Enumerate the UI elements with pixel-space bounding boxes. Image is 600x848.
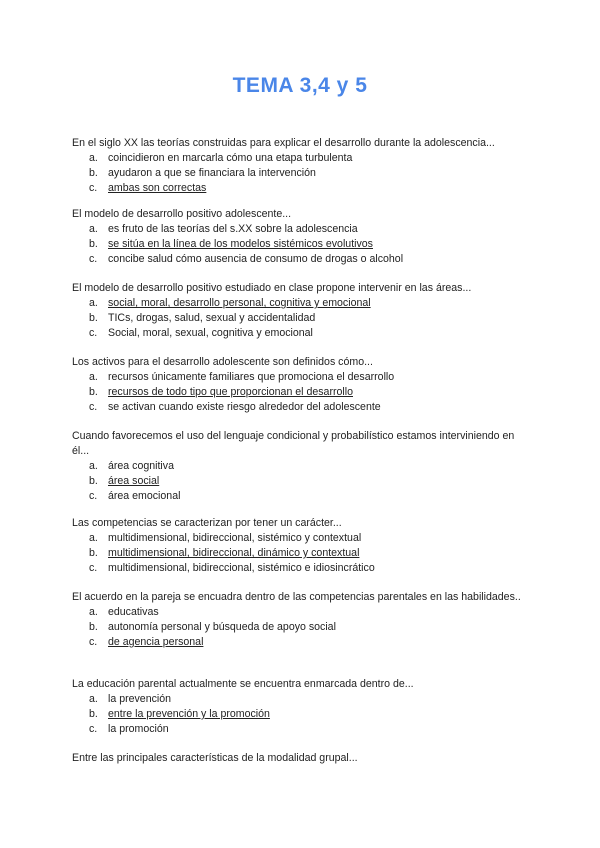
option-a-correct: a. social, moral, desarrollo personal, cognitiva y emocional [89, 297, 371, 309]
option-list [72, 370, 534, 415]
option-list [72, 151, 534, 196]
option-b-correct: b. área social [89, 475, 160, 487]
option-b: b. autonomía personal y búsqueda de apoyo social [89, 621, 336, 633]
option-a: a. área cognitiva [89, 460, 174, 472]
question-stem: La educación parental actualmente se encuentra enmarcada dentro de... [72, 678, 414, 690]
question-stem: Los activos para el desarrollo adolescente son definidos cómo... [72, 356, 373, 368]
question-stem: El acuerdo en la pareja se encuadra dentro de las competencias parentales en las habilidades.. [72, 591, 521, 603]
page-title: TEMA 3,4 y 5 [232, 74, 368, 97]
question-8 [72, 677, 534, 737]
option-b-correct: b. entre la prevención y la promoción [89, 708, 270, 720]
question-stem: En el siglo XX las teorías construidas para explicar el desarrollo durante la adolescencia... [72, 137, 495, 149]
option-b-correct: b. se sitúa en la línea de los modelos sistémicos evolutivos [89, 238, 373, 250]
question-stem: El modelo de desarrollo positivo estudiado en clase propone intervenir en las áreas... [72, 282, 472, 294]
option-list [72, 459, 534, 504]
option-c: c. se activan cuando existe riesgo alrededor del adolescente [89, 401, 381, 413]
question-4 [72, 355, 534, 415]
option-c: c. Social, moral, sexual, cognitiva y emocional [89, 327, 313, 339]
option-b-correct: b. multidimensional, bidireccional, dinámico y contextual [89, 547, 360, 559]
option-list [72, 531, 534, 576]
question-7 [72, 590, 534, 650]
option-a: a. coincidieron en marcarla cómo una etapa turbulenta [89, 152, 353, 164]
option-list [72, 692, 534, 737]
question-3 [72, 281, 534, 341]
question-stem: Cuando favorecemos el uso del lenguaje condicional y probabilístico estamos interviniendo en él... [72, 430, 515, 457]
option-a: a. recursos únicamente familiares que promociona el desarrollo [89, 371, 395, 383]
question-stem: Entre las principales características de la modalidad grupal... [72, 752, 358, 764]
option-list [72, 296, 534, 341]
option-c: c. área emocional [89, 490, 181, 502]
question-stem: El modelo de desarrollo positivo adolescente... [72, 208, 292, 220]
question-stem: Las competencias se caracterizan por tener un carácter... [72, 517, 342, 529]
option-c-correct: c. de agencia personal [89, 636, 204, 648]
option-b: b. TICs, drogas, salud, sexual y accidentalidad [89, 312, 316, 324]
option-b: b. ayudaron a que se financiara la intervención [89, 167, 316, 179]
option-a: a. multidimensional, bidireccional, sistémico y contextual [89, 532, 362, 544]
option-a: a. educativas [89, 606, 159, 618]
option-list [72, 605, 534, 650]
question-5 [72, 429, 534, 504]
option-c: c. concibe salud cómo ausencia de consumo de drogas o alcohol [89, 253, 404, 265]
question-2 [72, 207, 534, 267]
option-list [72, 222, 534, 267]
question-1 [72, 136, 534, 196]
question-6 [72, 516, 534, 576]
question-9 [72, 751, 534, 766]
option-b-correct: b. recursos de todo tipo que proporcionan el desarrollo [89, 386, 353, 398]
option-c: c. la promoción [89, 723, 169, 735]
option-a: a. es fruto de las teorías del s.XX sobre la adolescencia [89, 223, 358, 235]
option-c: c. multidimensional, bidireccional, sistémico e idiosincrático [89, 562, 375, 574]
option-a: a. la prevención [89, 693, 172, 705]
option-c-correct: c. ambas son correctas [89, 182, 207, 194]
